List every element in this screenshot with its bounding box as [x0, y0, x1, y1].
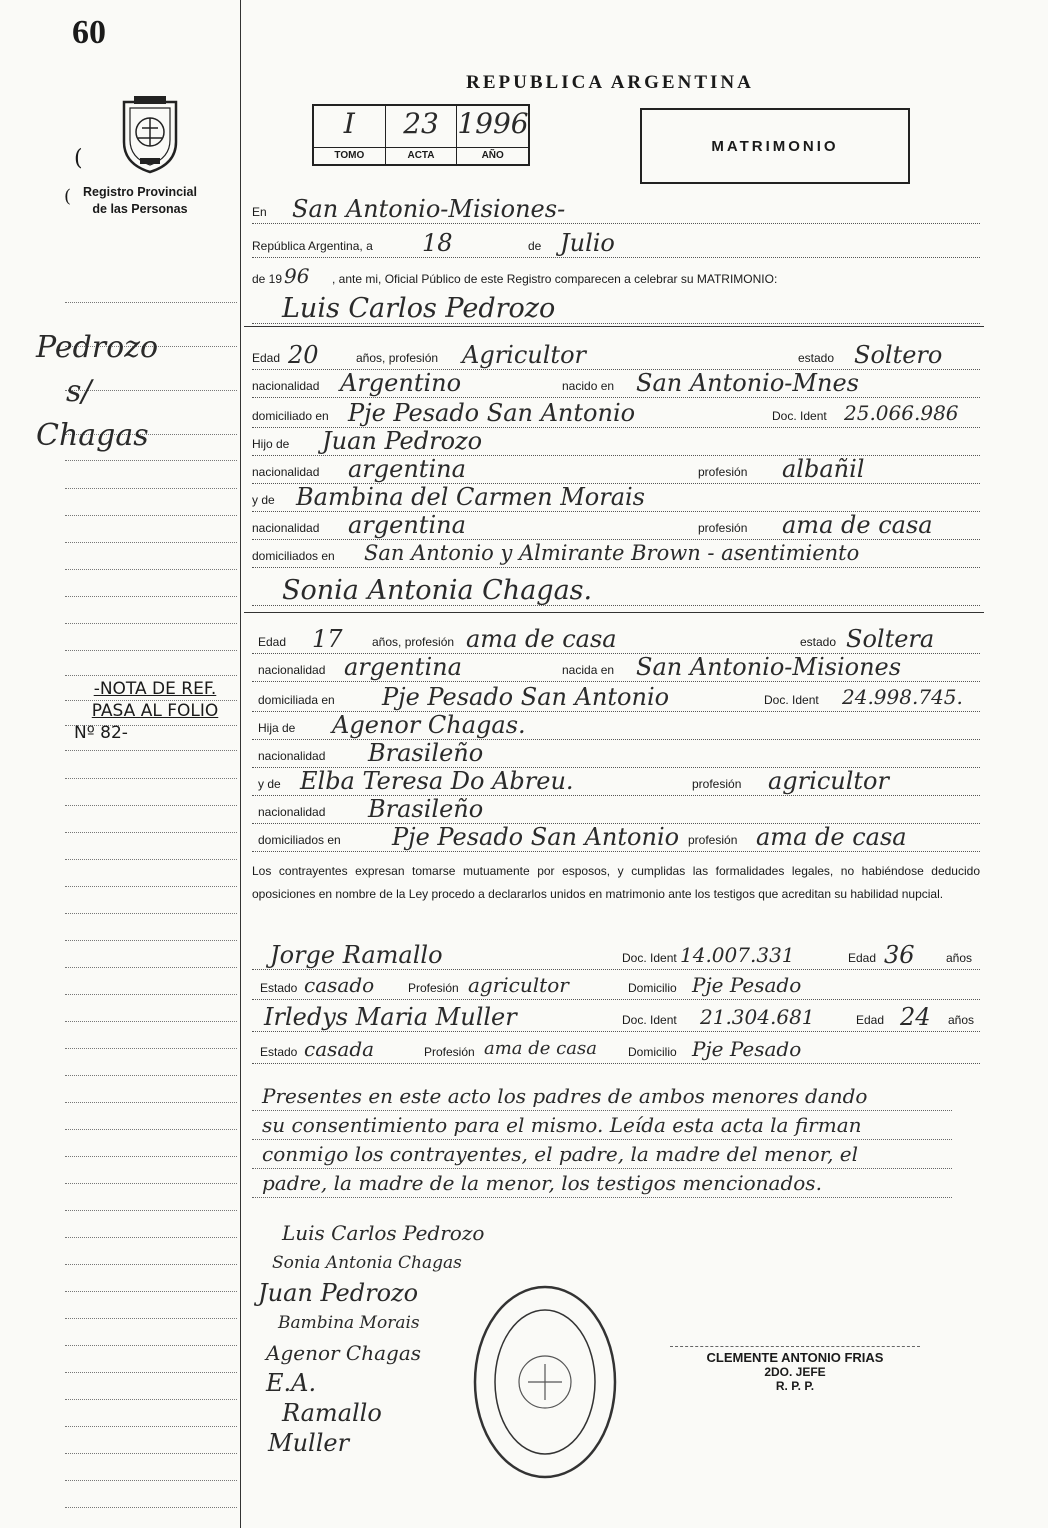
doc-label: Doc. Ident: [772, 409, 827, 423]
groom-father: Juan Pedrozo: [322, 427, 483, 455]
groom-doc: 25.066.986: [844, 401, 959, 425]
nacionalidad-label: nacionalidad: [252, 521, 320, 535]
page-number: 60: [72, 14, 106, 51]
witness1-status: casado: [304, 973, 375, 997]
witness1-age: 36: [884, 941, 915, 969]
bride-age-row: [252, 624, 980, 654]
edad-label: Edad: [856, 1013, 885, 1027]
witness2-name-row: [252, 1002, 980, 1032]
official-signature-block: [650, 1346, 940, 1393]
witness2-detail-row: [252, 1034, 980, 1064]
bride-father-nationality: Brasileño: [368, 739, 484, 767]
groom-mother-profession: ama de casa: [782, 511, 933, 539]
edad-label: Edad: [848, 951, 877, 965]
closing-line: Presentes en este acto los padres de ambos menores dando: [262, 1084, 868, 1108]
bride-name-row: [252, 576, 980, 606]
bride-mother-nat-row: [252, 794, 980, 824]
edad-label: Edad: [252, 351, 281, 365]
de-label: de: [528, 239, 542, 253]
signature-bride-mother: E.A.: [266, 1369, 317, 1397]
signature-witness-2: Muller: [268, 1429, 350, 1457]
profesion-label: profesión: [692, 777, 742, 791]
signature-bride: Sonia Antonia Chagas: [272, 1253, 462, 1273]
ano-value: 1996: [457, 107, 529, 140]
margin-note: [60, 678, 250, 744]
signature-witness-1: Ramallo: [282, 1399, 382, 1427]
profesion-label: años, profesión: [372, 635, 455, 649]
date-row: [252, 228, 980, 258]
bride-profession: ama de casa: [466, 625, 617, 653]
day-value: 18: [422, 229, 453, 257]
place-row: [252, 194, 980, 224]
nacionalidad-label: nacionalidad: [258, 749, 326, 763]
witness2-name: Irledys Maria Muller: [264, 1003, 517, 1031]
domicilio-label: domiciliada en: [258, 693, 335, 707]
groom-father-nat-row: [252, 454, 980, 484]
witness1-name: Jorge Ramallo: [270, 941, 443, 969]
bride-mother: Elba Teresa Do Abreu.: [300, 767, 574, 795]
groom-mother-row: [252, 482, 980, 512]
nacionalidad-label: nacionalidad: [252, 379, 320, 393]
bride-father-nat-row: [252, 738, 980, 768]
bride-father-row: [252, 710, 980, 740]
nacida-label: nacida en: [562, 663, 615, 677]
groom-father-profession: albañil: [782, 455, 865, 483]
acta-label: ACTA: [386, 147, 457, 164]
official-stamp-icon: [470, 1282, 620, 1482]
tomo-cell: [314, 106, 386, 164]
profesion-label: Profesión: [408, 981, 459, 995]
groom-nationality: Argentino: [340, 369, 462, 397]
groom-age-row: [252, 340, 980, 370]
margin-name-line: Chagas: [36, 418, 149, 453]
bride-mother-profession: agricultor: [768, 767, 889, 795]
bride-mother-row: [252, 766, 980, 796]
profesion-label: Profesión: [424, 1045, 475, 1059]
bride-doc: 24.998.745.: [842, 685, 963, 709]
groom-age: 20: [288, 341, 319, 369]
bride-birthplace: San Antonio-Misiones: [636, 653, 902, 681]
estado-label: estado: [798, 351, 835, 365]
bride-address-row: [252, 682, 980, 712]
bride-status: Soltera: [846, 625, 935, 653]
groom-mother-nationality: argentina: [348, 511, 466, 539]
signature-groom-father: Juan Pedrozo: [258, 1279, 419, 1307]
nacionalidad-label: nacionalidad: [252, 465, 320, 479]
groom-parents-address-row: [252, 538, 980, 568]
bride-nationality-row: [252, 652, 980, 682]
profesion-label: profesión: [698, 521, 748, 535]
hijo-label: Hijo de: [252, 437, 290, 451]
bride-parents-profession: ama de casa: [756, 823, 907, 851]
groom-mother: Bambina del Carmen Morais: [296, 483, 645, 511]
witness2-status: casada: [304, 1037, 375, 1061]
year-label: de 19: [252, 272, 283, 286]
domicilio-label: Domicilio: [628, 1045, 677, 1059]
tomo-value: I: [343, 107, 355, 140]
groom-name-row: [252, 294, 980, 324]
official-office: R. P. P.: [775, 1379, 815, 1393]
month-value: Julio: [560, 229, 615, 257]
provincial-seal-icon: [116, 92, 184, 174]
bride-nationality: argentina: [344, 653, 462, 681]
official-name: CLEMENTE ANTONIO FRIAS: [706, 1350, 884, 1365]
groom-profession: Agricultor: [462, 341, 586, 369]
year-value: 96: [284, 264, 310, 288]
groom-nationality-row: [252, 368, 980, 398]
doc-label: Doc. Ident: [622, 1013, 677, 1027]
edad-label: Edad: [258, 635, 287, 649]
margin-name-line: s/: [66, 374, 92, 409]
yde-label: y de: [252, 493, 275, 507]
witness2-profession: ama de casa: [484, 1038, 597, 1059]
groom-status: Soltero: [854, 341, 943, 369]
yde-label: y de: [258, 777, 281, 791]
closing-line: padre, la madre de la menor, los testigos mencionados.: [262, 1171, 822, 1195]
groom-father-nationality: argentina: [348, 455, 466, 483]
hija-label: Hija de: [258, 721, 296, 735]
domiciliados-label: domiciliados en: [258, 833, 341, 847]
groom-name: Luis Carlos Pedrozo: [282, 293, 556, 324]
nacido-label: nacido en: [562, 379, 615, 393]
domicilio-label: Domicilio: [628, 981, 677, 995]
domicilio-label: domiciliado en: [252, 409, 329, 423]
signature-groom: Luis Carlos Pedrozo: [282, 1221, 485, 1245]
estado-label: Estado: [260, 981, 298, 995]
signature-groom-mother: Bambina Morais: [278, 1313, 420, 1333]
official-rank: 2DO. JEFE: [764, 1365, 826, 1379]
registry-line-1: Registro Provincial: [83, 185, 197, 199]
nacionalidad-label: nacionalidad: [258, 805, 326, 819]
nacionalidad-label: nacionalidad: [258, 663, 326, 677]
margin-name-line: Pedrozo: [36, 330, 159, 365]
intro-sentence: , ante mi, Oficial Público de este Registro comparecen a celebrar su MATRIMONIO:: [332, 272, 778, 286]
closing-statement: [262, 1082, 982, 1198]
profesion-label: profesión: [688, 833, 738, 847]
section-divider: [244, 326, 984, 327]
tomo-label: TOMO: [314, 147, 385, 164]
acta-cell: [386, 106, 458, 164]
witness1-detail-row: [252, 970, 980, 1000]
republica-label: República Argentina, a: [252, 239, 373, 253]
bride-parents-address-row: [252, 822, 980, 852]
bride-father: Agenor Chagas.: [332, 711, 526, 739]
section-divider: [244, 612, 984, 613]
ano-label: AÑO: [457, 147, 528, 164]
groom-address: Pje Pesado San Antonio: [348, 399, 636, 427]
place-value: San Antonio-Misiones-: [292, 195, 566, 223]
bride-parents-address: Pje Pesado San Antonio: [392, 823, 680, 851]
bride-mother-nationality: Brasileño: [368, 795, 484, 823]
margin-tick: (: [74, 146, 83, 171]
act-reference-box: [312, 104, 530, 166]
record-type-box: MATRIMONIO: [640, 108, 910, 184]
witness2-doc: 21.304.681: [700, 1005, 815, 1029]
anos-label: años: [946, 951, 973, 965]
domiciliados-label: domiciliados en: [252, 549, 335, 563]
witness1-profession: agricultor: [468, 973, 569, 997]
profesion-label: años, profesión: [356, 351, 439, 365]
estado-label: Estado: [260, 1045, 298, 1059]
doc-label: Doc. Ident: [764, 693, 819, 707]
closing-line: su consentimiento para el mismo. Leída esta acta la firman: [262, 1113, 862, 1137]
groom-address-row: [252, 398, 980, 428]
groom-parents-address: San Antonio y Almirante Brown - asentimiento: [364, 541, 860, 565]
registry-label: [60, 184, 220, 218]
bride-name: Sonia Antonia Chagas.: [282, 575, 593, 606]
groom-birthplace: San Antonio-Mnes: [636, 369, 859, 397]
registry-line-2: de las Personas: [92, 202, 188, 216]
en-label: En: [252, 205, 267, 219]
acta-value: 23: [403, 107, 439, 140]
groom-father-row: [252, 426, 980, 456]
margin-tick: (: [64, 186, 72, 207]
year-row: [252, 260, 980, 290]
bride-address: Pje Pesado San Antonio: [382, 683, 670, 711]
legal-declaration: Los contrayentes expresan tomarse mutuamente por esposos, y cumplidas las formalidades legales, no habiéndose deducido oposiciones en nombre de la Ley procedo a declararlos unidos en matrimonio ante los testigos que acreditan su habilidad nupcial.: [252, 864, 980, 901]
closing-line: conmigo los contrayentes, el padre, la madre del menor, el: [262, 1142, 859, 1166]
estado-label: estado: [800, 635, 837, 649]
ano-cell: [457, 106, 528, 164]
margin-note-line: Nº 82-: [74, 723, 128, 743]
country-title: REPUBLICA ARGENTINA: [466, 72, 754, 93]
profesion-label: profesión: [698, 465, 748, 479]
margin-divider: [240, 0, 241, 1528]
signature-bride-father: Agenor Chagas: [266, 1341, 422, 1365]
bride-age: 17: [312, 625, 343, 653]
margin-note-line: -NOTA DE REF.: [93, 679, 217, 699]
anos-label: años: [948, 1013, 975, 1027]
groom-mother-nat-row: [252, 510, 980, 540]
witness1-doc: 14.007.331: [680, 943, 795, 967]
witness1-name-row: [252, 940, 980, 970]
witness1-address: Pje Pesado: [692, 973, 802, 997]
doc-label: Doc. Ident: [622, 951, 677, 965]
witness2-address: Pje Pesado: [692, 1037, 802, 1061]
left-margin: [0, 0, 240, 1528]
margin-name: [36, 326, 236, 458]
witness2-age: 24: [900, 1003, 931, 1031]
margin-note-line: PASA AL FOLIO: [91, 701, 219, 721]
